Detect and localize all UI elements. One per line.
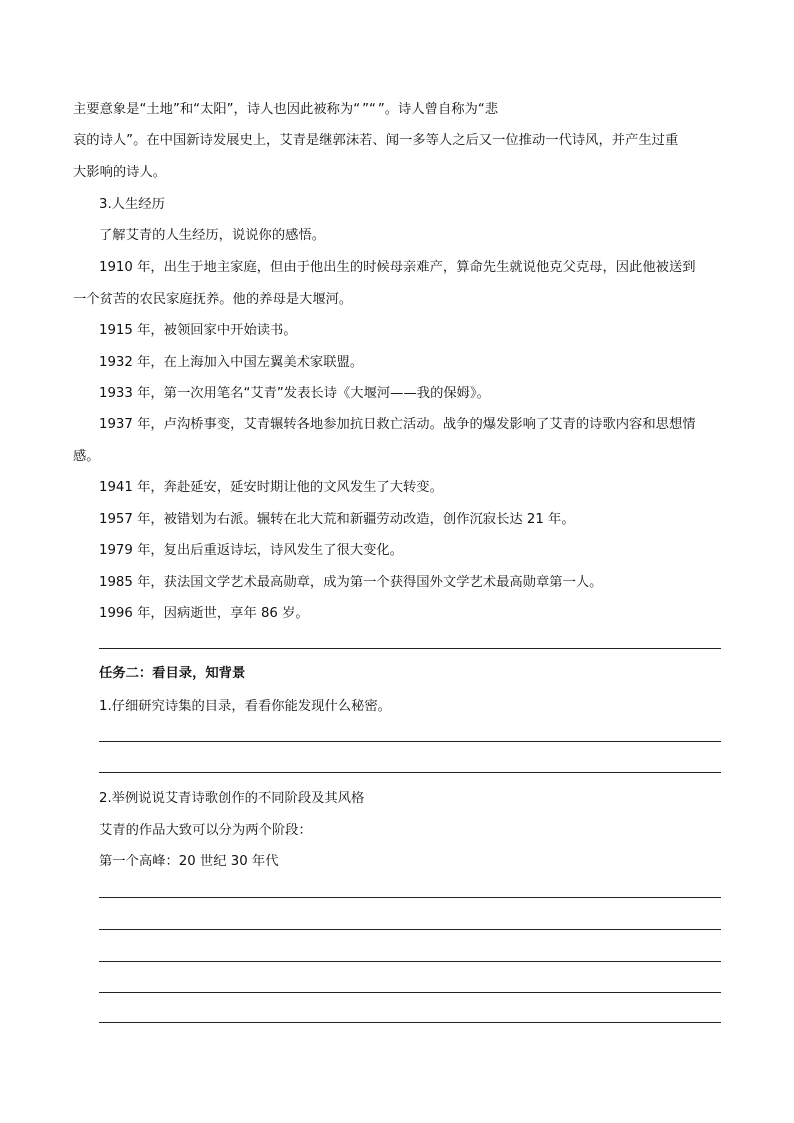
paragraph-line: 艾青的作品大致可以分为两个阶段： [99,823,312,838]
timeline-item-continued: 一个贫苦的农民家庭抚养。他的养母是大堰河。 [73,292,353,307]
section-title: 3.人生经历 [99,197,165,212]
timeline-item: 1933 年，第一次用笔名“艾青”发表长诗《大堰河——我的保姆》。 [99,386,490,401]
paragraph-text: ”“ [362,102,376,117]
answer-line[interactable] [99,961,721,962]
paragraph-line: 了解艾青的人生经历，说说你的感悟。 [99,228,326,243]
answer-line[interactable] [99,929,721,930]
timeline-item: 1985 年，获法国文学艺术最高勋章，成为第一个获得国外文学艺术最高勋章第一人。 [99,575,603,590]
answer-line[interactable] [99,772,721,773]
paragraph-line: 第一个高峰：20 世纪 30 年代 [99,854,279,869]
question-1: 1.仔细研究诗集的目录，看看你能发现什么秘密。 [99,699,391,714]
paragraph-line [0,100,794,120]
answer-line[interactable] [99,992,721,993]
paragraph-line: 哀的诗人”。在中国新诗发展史上，艾青是继郭沫若、闻一多等人之后又一位推动一代诗风，并产生过重 [73,133,679,148]
timeline-item: 1996 年，因病逝世，享年 86 岁。 [99,606,309,621]
timeline-item: 1979 年，复出后重返诗坛，诗风发生了很大变化。 [99,543,404,558]
answer-line[interactable] [99,897,721,898]
timeline-item: 1932 年，在上海加入中国左翼美术家联盟。 [99,355,364,370]
timeline-item: 1915 年，被领回家中开始读书。 [99,323,297,338]
question-2: 2.举例说说艾青诗歌创作的不同阶段及其风格 [99,791,365,806]
paragraph-text: 主要意象是“土地”和“太阳”，诗人也因此被称为“ [73,102,361,117]
timeline-item-continued: 感。 [73,449,100,464]
answer-line[interactable] [99,1022,721,1023]
timeline-item: 1941 年，奔赴延安，延安时期让他的文风发生了大转变。 [99,480,443,495]
timeline-item: 1937 年，卢沟桥事变，艾青辗转各地参加抗日救亡活动。战争的爆发影响了艾青的诗歌内容和思想情 [99,417,696,432]
answer-line[interactable] [99,741,721,742]
task-heading: 任务二：看目录，知背景 [99,666,246,681]
paragraph-text: ”。诗人曾自称为“悲 [377,102,499,117]
paragraph-line: 大影响的诗人。 [73,165,167,180]
timeline-item: 1910 年，出生于地主家庭，但由于他出生的时候母亲难产，算命先生就说他克父克母，因此他被送到 [99,260,696,275]
timeline-item: 1957 年，被错划为右派。辗转在北大荒和新疆劳动改造，创作沉寂长达 21 年。 [99,512,575,527]
answer-line[interactable] [99,648,721,649]
